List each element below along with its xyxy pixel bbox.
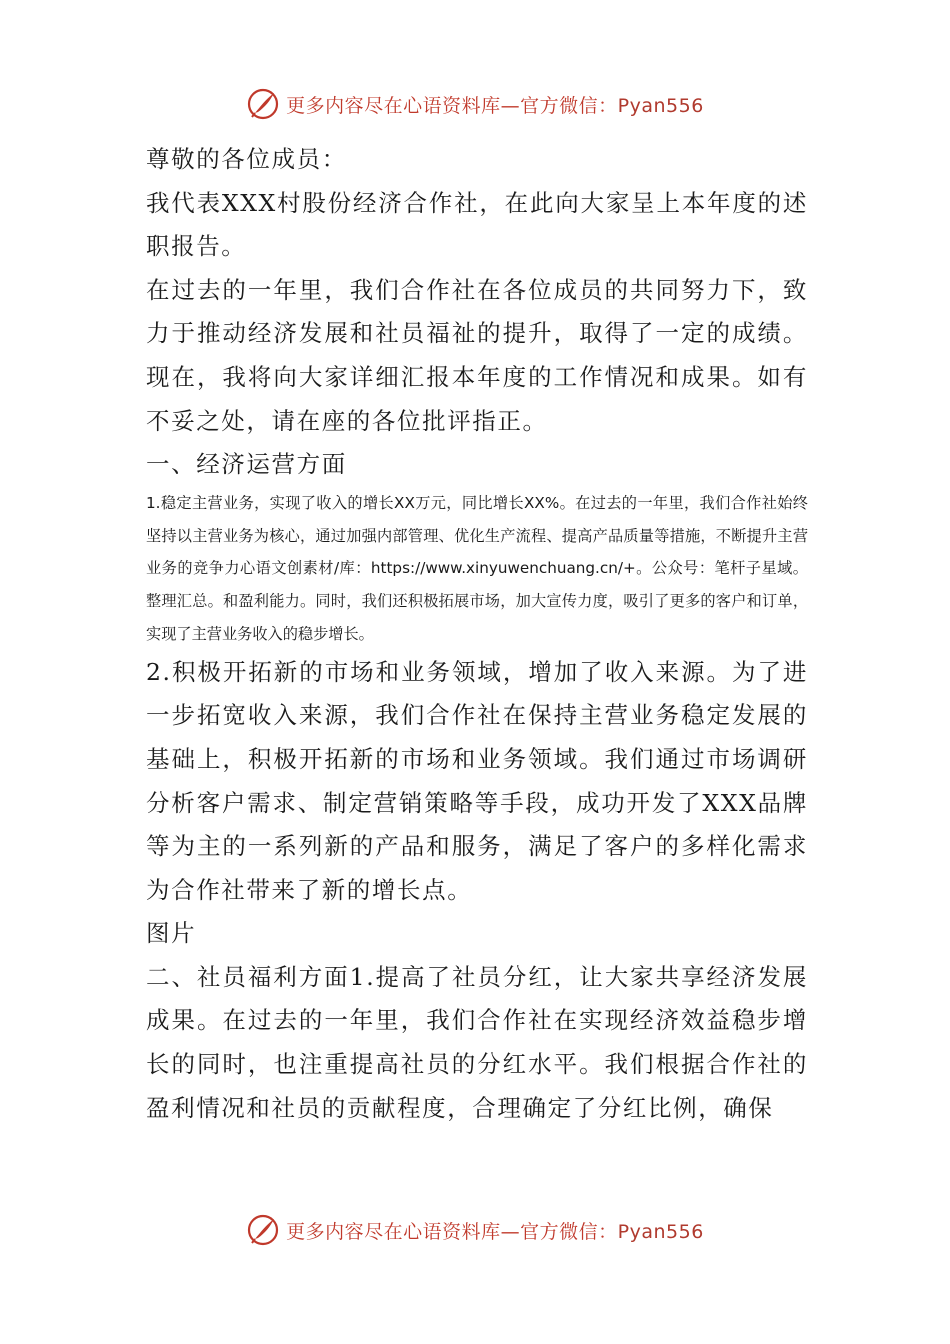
feather-pen-logo-icon	[246, 1213, 280, 1247]
salutation: 尊敬的各位成员：	[146, 145, 347, 173]
wechat-id: Pyan556	[617, 1220, 704, 1243]
feather-pen-logo-icon	[246, 87, 280, 121]
document-body	[146, 138, 808, 1130]
image-placeholder-text: 图片	[146, 919, 197, 948]
header-banner	[0, 84, 950, 124]
header-banner-text: 更多内容尽在心语资料库—官方微信：Pyan556	[286, 94, 704, 117]
section-1-heading: 一、经济运营方面	[146, 450, 347, 479]
footer-banner-text: 更多内容尽在心语资料库—官方微信：Pyan556	[286, 1220, 704, 1243]
item-1-paragraph: 1.稳定主营业务，实现了收入的增长XX万元，同比增长XX%。在过去的一年里，我们合作社始终坚持以主营业务为核心，通过加强内部管理、优化生产流程、提高产品质量等措施，不断提升主营业务的竞争力心语文创素材/库：https://www.xinyuwenchuang.cn/+。公众号：笔杆子星域。整理汇总。和盈利能力。同时，我们还积极拓展市场，加大宣传力度，吸引了更多的客户和订单，实现了主营业务收入的稳步增长。	[146, 493, 808, 643]
section-2-paragraph: 二、社员福利方面1.提高了社员分红，让大家共享经济发展成果。在过去的一年里，我们合作社在实现经济效益稳步增长的同时，也注重提高社员的分红水平。我们根据合作社的盈利情况和社员的贡献程度，合理确定了分红比例，确保	[146, 962, 808, 1122]
intro-paragraph: 我代表XXX村股份经济合作社，在此向大家呈上本年度的述职报告。	[146, 188, 808, 261]
footer-banner	[0, 1210, 950, 1250]
wechat-id: Pyan556	[617, 94, 704, 117]
paragraph-1: 在过去的一年里，我们合作社在各位成员的共同努力下，致力于推动经济发展和社员福祉的提升，取得了一定的成绩。现在，我将向大家详细汇报本年度的工作情况和成果。如有不妥之处，请在座的各位批评指正。	[146, 275, 808, 435]
item-2-paragraph: 2.积极开拓新的市场和业务领域，增加了收入来源。为了进一步拓宽收入来源，我们合作社在保持主营业务稳定发展的基础上，积极开拓新的市场和业务领域。我们通过市场调研分析客户需求、制定营销策略等手段，成功开发了XXX品牌等为主的一系列新的产品和服务，满足了客户的多样化需求为合作社带来了新的增长点。	[146, 657, 808, 904]
